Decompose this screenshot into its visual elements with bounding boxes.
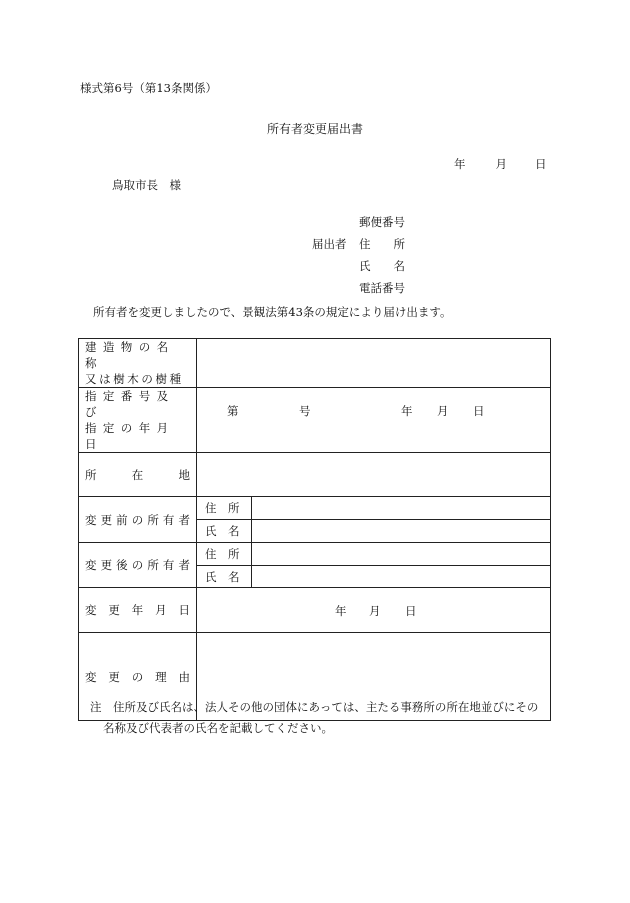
applicant-label: 届出者 — [312, 237, 347, 251]
footnote-line2: 名称及び代表者の氏名を記載してください。 — [103, 721, 333, 735]
value-structure-name[interactable] — [197, 339, 551, 388]
label-char: 有 — [162, 512, 175, 527]
row-new-owner-address — [79, 543, 551, 566]
designation-day: 日 — [473, 404, 485, 418]
label-designation — [79, 388, 197, 453]
label-char: 所 — [85, 467, 97, 482]
label-location — [79, 453, 197, 497]
change-month: 月 — [369, 604, 381, 618]
label-char: 所 — [147, 558, 159, 572]
date-year: 年 — [454, 157, 466, 171]
value-new-name[interactable] — [252, 566, 551, 588]
label-char: 所 — [147, 512, 159, 527]
value-new-address[interactable] — [252, 543, 551, 566]
label-char: の — [131, 512, 144, 527]
label-char: 変 — [85, 669, 97, 684]
label-char: 月 — [155, 603, 167, 617]
document-title: 所有者変更届出書 — [266, 122, 363, 136]
label-char: 前 — [116, 512, 128, 527]
label-char: 地 — [178, 467, 190, 482]
submission-date — [454, 156, 547, 172]
label-char: 日 — [178, 603, 190, 617]
designation-dai: 第 — [227, 404, 239, 418]
change-form-table — [78, 338, 551, 721]
label-previous-owner-text — [85, 512, 190, 528]
label-char: 更 — [100, 558, 113, 572]
row-location — [79, 453, 551, 497]
label-char: 由 — [178, 669, 190, 684]
field-postal-code: 郵便番号 — [359, 215, 405, 229]
label-previous-name: 氏 名 — [197, 520, 252, 543]
label-change-reason-text — [85, 669, 190, 685]
form-number: 様式第6号（第13条関係） — [80, 81, 217, 95]
change-year: 年 — [335, 604, 347, 618]
label-new-owner-text — [85, 557, 190, 573]
label-previous-address: 住 所 — [197, 497, 252, 520]
label-new-address: 住 所 — [197, 543, 252, 566]
label-char: の — [131, 669, 144, 684]
label-change-date-text — [85, 602, 190, 618]
label-char: 更 — [108, 603, 120, 617]
value-previous-address[interactable] — [252, 497, 551, 520]
label-designation-line1: 指定番号及び — [85, 389, 175, 419]
label-char: 後 — [116, 558, 128, 572]
row-change-date — [79, 588, 551, 633]
label-designation-line2: 指定の年月日 — [85, 421, 175, 451]
label-char: 更 — [100, 512, 113, 527]
label-char: 者 — [178, 558, 190, 572]
footnote — [90, 697, 560, 739]
label-location-text — [85, 467, 190, 483]
label-new-owner — [79, 543, 197, 588]
value-change-date[interactable] — [197, 588, 551, 633]
label-char: 在 — [131, 467, 144, 482]
label-char: 変 — [85, 558, 97, 572]
designation-month: 月 — [437, 404, 449, 418]
row-previous-owner-address — [79, 497, 551, 520]
addressee: 鳥取市長 様 — [112, 178, 181, 192]
row-structure-name — [79, 339, 551, 388]
label-previous-owner — [79, 497, 197, 543]
date-day: 日 — [535, 157, 547, 171]
label-char: 変 — [85, 512, 97, 527]
intro-text: 所有者を変更しましたので、景観法第43条の規定により届け出ます。 — [93, 305, 452, 319]
row-designation — [79, 388, 551, 453]
designation-year: 年 — [401, 404, 413, 418]
label-char: 者 — [178, 512, 190, 527]
field-phone: 電話番号 — [359, 281, 405, 295]
label-char: 更 — [108, 669, 120, 684]
applicant-block — [312, 211, 432, 301]
label-char: 有 — [162, 558, 175, 572]
field-name: 氏 名 — [359, 259, 405, 273]
field-address: 住 所 — [359, 237, 405, 251]
label-char: 変 — [85, 603, 97, 617]
value-location[interactable] — [197, 453, 551, 497]
change-day: 日 — [405, 604, 417, 618]
label-structure-name — [79, 339, 197, 388]
value-previous-name[interactable] — [252, 520, 551, 543]
label-char: 理 — [155, 669, 167, 684]
label-structure-line2: 又は樹木の樹種 — [85, 372, 184, 386]
label-new-name: 氏 名 — [197, 566, 252, 588]
value-designation[interactable] — [197, 388, 551, 453]
label-char: 年 — [131, 603, 144, 617]
footnote-line1: 注 住所及び氏名は、法人その他の団体にあっては、主たる事務所の所在地並びにその — [90, 700, 539, 714]
label-char: の — [131, 558, 144, 572]
label-change-date — [79, 588, 197, 633]
date-month: 月 — [495, 157, 507, 171]
designation-go: 号 — [299, 404, 311, 418]
label-structure-line1: 建造物の名称 — [85, 340, 175, 370]
